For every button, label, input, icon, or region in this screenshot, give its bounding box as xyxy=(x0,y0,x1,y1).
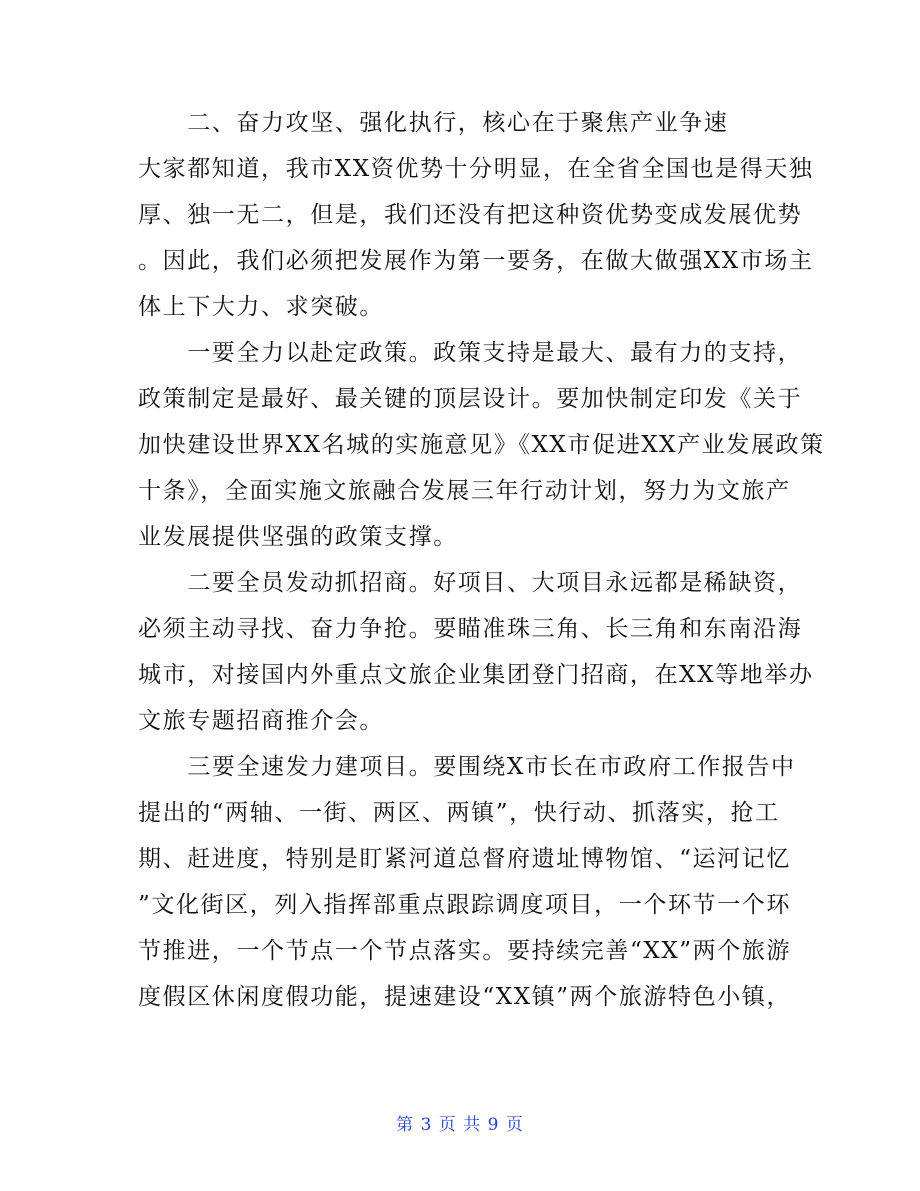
text-line: 一要全力以赴定政策。政策支持是最大、最有力的支持， xyxy=(138,340,803,366)
text-line: 体上下大力、求突破。 xyxy=(138,294,384,320)
text-line: 节推进，一个节点一个节点落实。要持续完善“XX”两个旅游 xyxy=(138,938,792,964)
text-line: 二要全员发动抓招商。好项目、大项目永远都是稀缺资， xyxy=(138,570,803,596)
text-line: 度假区休闲度假功能，提速建设“XX镇”两个旅游特色小镇， xyxy=(138,984,792,1010)
text-line: 业发展提供坚强的政策支撑。 xyxy=(138,524,458,550)
text-line: 加快建设世界XX名城的实施意见》《XX市促进XX产业发展政策 xyxy=(138,432,825,458)
text-line: 提出的“两轴、一街、两区、两镇”，快行动、抓落实，抢工 xyxy=(138,800,780,826)
text-line: 期、赶进度，特别是盯紧河道总督府遗址博物馆、“运河记忆 xyxy=(138,846,791,872)
text-line: 文旅专题招商推介会。 xyxy=(138,708,384,734)
page-number: 第 3 页 共 9 页 xyxy=(396,1115,524,1135)
text-line: 。因此，我们必须把发展作为第一要务，在做大做强XX市场主 xyxy=(138,248,814,274)
text-line: 二、奋力攻坚、强化执行，核心在于聚焦产业争速 xyxy=(138,110,729,136)
text-line: 城市，对接国内外重点文旅企业集团登门招商，在XX等地举办 xyxy=(138,662,814,688)
text-line: 十条》，全面实施文旅融合发展三年行动计划，努力为文旅产 xyxy=(138,478,791,504)
text-line: 三要全速发力建项目。要围绕X市长在市政府工作报告中 xyxy=(138,754,796,780)
text-line: 必须主动寻找、奋力争抢。要瞄准珠三角、长三角和东南沿海 xyxy=(138,616,803,642)
text-line: 厚、独一无二，但是，我们还没有把这种资优势变成发展优势 xyxy=(138,202,803,228)
text-line: ”文化街区，列入指挥部重点跟踪调度项目，一个环节一个环 xyxy=(138,892,791,918)
text-line: 政策制定是最好、最关键的顶层设计。要加快制定印发《关于 xyxy=(138,386,803,412)
text-line: 大家都知道，我市XX资优势十分明显，在全省全国也是得天独 xyxy=(138,156,814,182)
